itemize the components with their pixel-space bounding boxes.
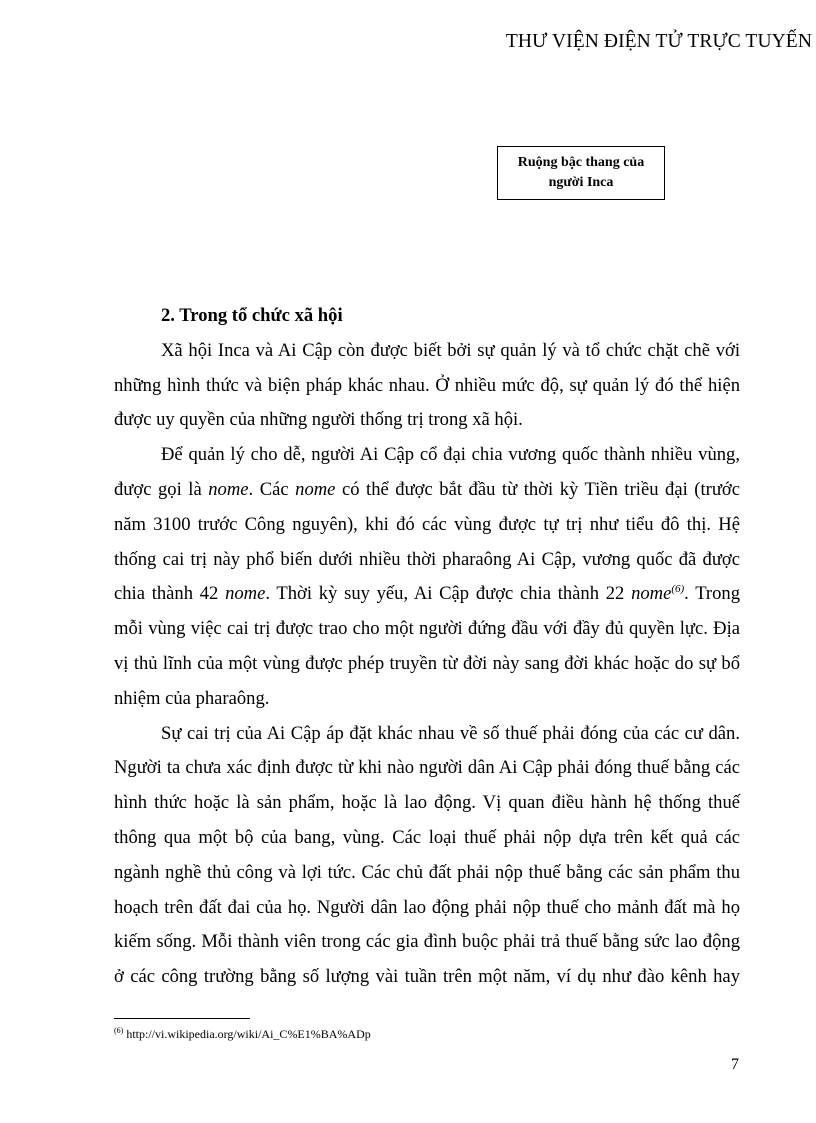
paragraph-line: mỗi vùng việc cai trị được trao cho một người đứng đầu với đầy đủ quyền lực. Địa [114, 618, 740, 640]
image-caption-box [497, 146, 665, 200]
footnote-marker: (6) [114, 1026, 124, 1035]
term-nome: nome [295, 478, 336, 500]
paragraph-line [114, 473, 740, 508]
paragraph-line: ở các công trường bằng số lượng vài tuần trên một năm, ví dụ như đào kênh hay [114, 966, 740, 988]
footnote-divider [114, 1018, 250, 1019]
paragraph-line: Sự cai trị của Ai Cập áp đặt khác nhau về số thuế phải đóng của các cư dân. [161, 722, 740, 744]
paragraph-line: những hình thức và biện pháp khác nhau. Ở nhiều mức độ, sự quản lý đó thể hiện [114, 374, 740, 396]
paragraph-line: Xã hội Inca và Ai Cập còn được biết bởi sự quản lý và tổ chức chặt chẽ với [161, 339, 740, 361]
paragraph-line: vị thủ lĩnh của một vùng được phép truyền từ đời này sang đời khác hoặc do sự bổ [114, 652, 740, 674]
section-heading: 2. Trong tổ chức xã hội [161, 305, 343, 326]
term-nome: nome [225, 583, 266, 605]
term-nome: nome [208, 478, 249, 500]
text-run: . Các [248, 478, 296, 500]
paragraph-line: được uy quyền của những người thống trị trong xã hội. [114, 409, 523, 431]
caption-line-2: người Inca [548, 175, 614, 190]
caption-line-1: Ruộng bậc thang của [517, 155, 645, 170]
paragraph-line: thông qua một bộ của bang, vùng. Các loại thuế phải nộp dựa trên kết quả các [114, 826, 740, 848]
paragraph-3 [114, 717, 740, 995]
paragraph-1 [114, 334, 740, 438]
paragraph-line: năm 3100 trước Công nguyên), khi đó các vùng được tự trị như tiểu đô thị. Hệ [114, 513, 740, 535]
header-title: THƯ VIỆN ĐIỆN TỬ TRỰC TUYẾN [505, 31, 812, 52]
paragraph-line: hoạch trên đất đai của họ. Người dân lao động phải nộp thuế cho mảnh đất mà họ [114, 896, 740, 918]
paragraph-line: ngành nghề thủ công và lợi tức. Các chủ đất phải nộp thuế bằng các sản phẩm thu [114, 861, 740, 883]
paragraph-line [114, 577, 740, 612]
footnote-reference[interactable]: (6) [671, 583, 685, 596]
paragraph-line: Để quản lý cho dễ, người Ai Cập cổ đại chia vương quốc thành nhiều vùng, [161, 444, 740, 466]
text-run: được gọi là [114, 478, 209, 500]
text-run: có thể được bắt đầu từ thời kỳ Tiền triều đại (trước [335, 478, 741, 500]
text-run: . Trong [684, 583, 740, 605]
page-number: 7 [731, 1056, 739, 1073]
paragraph-line: hình thức hoặc là sản phẩm, hoặc là lao động. Vị quan điều hành hệ thống thuế [114, 792, 740, 814]
paragraph-line: Người ta chưa xác định được từ khi nào người dân Ai Cập phải đóng thuế bằng các [114, 757, 740, 779]
paragraph-line: kiếm sống. Mỗi thành viên trong các gia đình buộc phải trả thuế bằng sức lao động [114, 931, 740, 953]
term-nome: nome [631, 583, 672, 605]
footnote-link[interactable]: http://vi.wikipedia.org/wiki/Ai_C%E1%BA%ADp [123, 1027, 371, 1041]
paragraph-2 [114, 438, 740, 716]
footnote [114, 1027, 371, 1042]
paragraph-line: thống cai trị này phổ biến dưới nhiều thời pharaông Ai Cập, vương quốc đã được [114, 548, 740, 570]
text-run: chia thành 42 [114, 583, 226, 605]
text-run: . Thời kỳ suy yếu, Ai Cập được chia thành 22 [265, 583, 632, 605]
paragraph-line: nhiệm của pharaông. [114, 687, 270, 709]
main-content [114, 299, 740, 995]
